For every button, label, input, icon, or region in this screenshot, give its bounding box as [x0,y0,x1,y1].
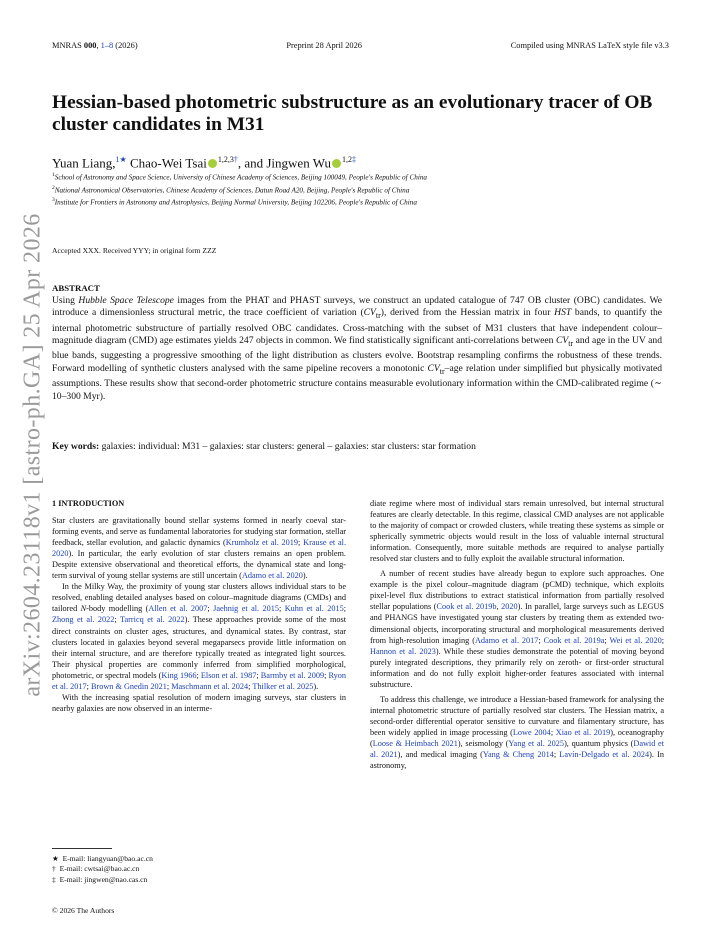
orcid-icon[interactable] [332,159,341,168]
citation-link[interactable]: Loose & Heimbach 2021 [372,738,458,748]
body-text: ). In particular, the early evolution of star clusters remains an open problem. Despite extensive observational and theoretical efforts, the dynamical state and long-term survival of young stellar systems are still uncertain ( [52,549,346,581]
citation-link[interactable]: Adamo et al. 2017 [474,635,539,645]
paragraph: To address this challenge, we introduce a Hessian-based framework for analysing the internal photometric structure of partially resolved star clusters. The Hessian matrix, a second-order differential operator sensitive to curvature and filamentary structure, has been widely applied in image processing (Lowe 2004; Xiao et al. 2019), oceanography (Loose & Heimbach 2021), seismology (Yang et al. 2025), quantum physics (Dawid et al. 2021), and medical imaging (Yang & Cheng 2014; Lavín-Delgado et al. 2024). In astronomy, [370,694,665,771]
citation-link[interactable]: Barmby et al. 2009 [260,670,325,680]
citation-link[interactable]: Cook et al. 2019a [543,635,605,645]
author-name: Yuan Liang, [52,155,116,171]
author-affil-marks: 1,2 [341,155,352,164]
citation-link[interactable]: Kuhn et al. 2015 [284,604,344,614]
footnote-item [52,854,346,864]
citation-link[interactable]: Tarricq et al. 2022 [120,615,185,625]
author-conjunction: , and [237,155,264,171]
body-text: ), quantum physics ( [564,738,634,748]
affiliation-text: School of Astronomy and Space Science, University of Chinese Academy of Sciences, Beijing 100049, People's Republic of China [54,173,428,182]
accepted-line: Accepted XXX. Received YYY; in original form ZZZ [52,246,217,255]
math-symbol: N [80,604,87,614]
paper-title: Hessian-based photometric substructure as an evolutionary tracer of OB cluster candidates in M31 [52,92,653,135]
right-column [370,498,664,771]
citation-link[interactable]: Yang & Cheng 2014 [482,750,554,760]
citation-link[interactable]: Yang et al. 2025 [508,738,565,748]
cv-subscript: tr [439,366,445,376]
citation-link[interactable]: Dawid et al. 2021 [370,738,665,760]
arxiv-sidebar [16,212,50,697]
abstract-emph: HST [554,307,572,319]
abstract-text: –age relation under simplified but physically motivated assumptions. These results show that second-order photometric structure contains measurable evolutionary information within the CMD-calibrated regime (∼ 10–300 Myr). [52,362,663,402]
journal-name: MNRAS [52,40,82,50]
citation-link[interactable]: Lavín-Delgado et al. 2024 [559,750,650,760]
citation-link[interactable]: Zhong et al. 2022 [52,615,115,625]
citation-link[interactable]: Krause et al. 2020 [52,538,347,559]
footnote-item [52,875,346,885]
body-text: ). These approaches provide some of the most direct constraints on cluster ages, structures, and dynamical states. By contrast, star clusters located in galaxies beyond several megaparsecs provide little information on their internal structure, and are therefore typically treated as integrated light sources. Their physical properties are commonly inferred from simplified morphological, photometric, or spectral models ( [52,615,347,680]
footnotes [52,854,346,885]
paragraph: A number of recent studies have already begun to explore such approaches. One example is the pixel colour–magnitude diagram (pCMD) technique, which exploits pixel-level flux distributions to extract statistical information from partially resolved stellar populations (Cook et al. 2019b, 2020). In parallel, large surveys such as LEGUS and PHANGS have investigated young star clusters by treating them as extended two-dimensional objects, incorporating structural and morphological measurements derived from high-resolution imaging (Adamo et al. 2017; Cook et al. 2019a; Wei et al. 2020; Hannon et al. 2023). While these studies demonstrate the potential of moving beyond purely integrated descriptions, they primarily rely on zeroth- or first-order structural information and do not fully exploit higher-order features associated with internal substructure. [370,569,665,689]
abstract-body [52,295,662,403]
citation-link[interactable]: Thilker et al. 2025 [252,681,314,691]
arxiv-identifier: arXiv:2604.23118v1 [astro-ph.GA] 25 Apr 2026 [19,212,46,697]
body-text: ). [313,681,319,691]
affiliation-number: 2 [52,184,55,191]
body-text: A number of recent studies have already begun to explore such approaches. One example is the pixel colour–magnitude diagram (pCMD) technique, which exploits pixel-level flux distributions to extract statistical information from partially resolved stellar populations ( [370,569,664,612]
footnote-mark: † [52,864,56,874]
citation-link[interactable]: Hannon et al. 2023 [370,646,436,656]
body-text: ). In parallel, large surveys such as LEGUS and PHANGS have investigated young star clusters by treating them as extended two-dimensional objects, incorporating structural and morphological measurements derived from high-resolution imaging ( [370,602,665,645]
footnote-mark: ★ [52,854,59,863]
body-text: In the Milky Way, the proximity of young star clusters allows individual stars to be resolved, enabling detailed analyses based on colour–magnitude diagrams (CMDs) and tailored [52,582,346,614]
affiliation-number: 3 [52,197,55,204]
paragraph: In the Milky Way, the proximity of young star clusters allows individual stars to be resolved, enabling detailed analyses based on colour–magnitude diagrams (CMDs) and tailored N-body modelling (Allen et al. 2007; Jaehnig et al. 2015; Kuhn et al. 2015; Zhong et al. 2022; Tarricq et al. 2022). These approaches provide some of the most direct constraints on cluster ages, structures, and dynamical states. By contrast, star clusters located in galaxies beyond several megaparsecs provide little information on their internal structure, and are therefore typically treated as integrated light sources. Their physical properties are commonly inferred from simplified morphological, photometric, or spectral models (King 1966; Elson et al. 1987; Barmby et al. 2009; Ryon et al. 2017; Brown & Gnedin 2021; Maschmann et al. 2024; Thilker et al. 2025). [52,582,347,691]
body-text: ). In astronomy, [370,750,664,771]
pages-link[interactable]: 1–8 [100,40,114,50]
author-name: Jingwen Wu [266,155,331,171]
keywords [52,441,662,452]
affiliation-item [52,183,672,196]
body-text: With the increasing spatial resolution of modern imaging surveys, star clusters in nearby galaxies are now observed in an interme- [52,692,346,713]
citation-link[interactable]: Cook et al. 2019b [436,602,497,612]
footnote-email: E-mail: liangyuan@bao.ac.cn [62,854,153,863]
footnote-item [52,864,346,874]
keywords-text: galaxies: individual: M31 – galaxies: star clusters: general – galaxies: star clusters: star formation [99,441,476,452]
abstract-emph: Hubble Space Telescope [78,295,174,306]
affiliation-text: Institute for Frontiers in Astronomy and Astrophysics, Beijing Normal University, Beijing 102206, People's Republic of China [54,198,417,207]
body-text: -body modelling ( [86,604,149,614]
running-header [52,38,669,52]
body-text: ), seismology ( [457,738,509,748]
affiliation-text: National Astronomical Observatories, Chinese Academy of Sciences, Datun Road A20, Beijing, People's Republic of China [54,185,410,194]
preprint-date: Preprint 28 April 2026 [286,40,362,50]
journal-year: (2026) [115,40,138,50]
footnote-rule [52,848,112,849]
cv-subscript: tr [375,311,381,321]
author-affil-marks: 1,2,3 [217,155,234,164]
body-text: diate regime where most of individual stars remain unresolved, but internal structural features are clearly detectable. In this regime, classical CMD analyses are not applicable to the majority of compact or crowded clusters, while treating these systems as simple or spherically symmetric objects would result in the loss of valuable internal structural information. Consequently, more suitable methods are required to analyse partially resolved star clusters and to fully exploit the available structural information. [370,499,664,564]
left-column [52,498,346,714]
affiliation-number: 1 [52,172,55,178]
author-footnote-link[interactable]: ‡ [351,155,356,164]
affiliation-list [52,170,672,208]
body-text: To address this challenge, we introduce a Hessian-based framework for analysing the internal photometric structure of partially resolved star clusters. The Hessian matrix, a second-order differential operator sensitive to curvature and filamentary structure, has been widely applied in image processing ( [370,694,664,737]
journal-volume: 000 [83,40,97,50]
author-affil-link[interactable]: 1★ [115,155,127,164]
compiled-note: Compiled using MNRAS LaTeX style file v3.3 [510,40,669,50]
footnote-email: E-mail: jingwen@nao.cas.cn [59,874,148,884]
citation-link[interactable]: 2020 [501,602,518,612]
author-footnote-link[interactable]: † [233,155,238,164]
citation-link[interactable]: Allen et al. 2007 [148,604,208,614]
cv-symbol: CV [555,335,569,347]
citation-link[interactable]: Krumholz et al. 2019 [225,538,299,548]
paragraph [52,515,346,581]
body-text: ), oceanography ( [370,727,664,748]
citation-link[interactable]: King 1966 [161,670,197,680]
copyright: © 2026 The Authors [52,906,115,915]
footnote-mark: ‡ [52,874,56,884]
citation-link[interactable]: Jaehnig et al. 2015 [213,604,279,614]
citation-link[interactable]: Brown & Gnedin 2021 [90,681,167,691]
orcid-icon[interactable] [208,159,217,168]
cv-subscript: tr [568,339,574,349]
citation-link[interactable]: Adamo et al. 2020 [241,571,303,581]
citation-link[interactable]: Wei et al. 2020 [609,635,662,645]
section-heading: 1 INTRODUCTION [52,499,125,508]
citation-link[interactable]: Xiao et al. 2019 [555,727,611,737]
abstract-text: images from the PHAT and PHAST surveys, we construct an updated catalogue of 747 OB cluster (OBC) candidates. We introduce a dimensionless structural metric, the trace coefficient of variation ( [52,295,663,319]
abstract-text: Using [52,295,79,306]
author-name: Chao-Wei Tsai [129,155,207,171]
footnote-email: E-mail: cwtsai@bao.ac.cn [59,864,140,874]
citation-link[interactable]: Lowe 2004 [512,727,551,737]
cv-symbol: CV [363,307,376,319]
citation-link[interactable]: Maschmann et al. 2024 [171,681,249,691]
keywords-label: Key words: [52,441,100,452]
body-text: Star clusters are gravitationally bound stellar systems formed in nearly coeval star-forming events, and serve as fundamental laboratories for studying star formation, stellar feedback, stellar evolution, and galactic dynamics ( [52,516,346,548]
affiliation-item [52,170,672,183]
paragraph [52,692,346,714]
author-list [52,152,662,171]
citation-link[interactable]: Elson et al. 1987 [200,670,257,680]
affiliation-item [52,195,672,208]
body-text: ), and medical imaging ( [397,750,483,760]
abstract-text: and age in the UV and blue bands, suggesting a progressive smoothing of the light distribution as clusters evolve. Bootstrap resampling confirms the robustness of these trends. Forward modelling of synthetic clusters analysed with the same pipeline recovers a monotonic [52,335,662,374]
body-text: ). While these studies demonstrate the potential of moving beyond purely integrated descriptions, they primarily rely on zeroth- or first-order structural information and do not fully exploit higher-order features associated with internal substructure. [370,646,664,689]
abstract-text: bands, to quantify the internal photometric substructure of partially resolved OBC candidates. Cross-matching with the subset of M31 clusters that have independent colour–magnitude diagram (CMD) age estimates yields 247 objects in common. We find statistically significant anti-correlations between [52,307,663,347]
abstract-text: ), derived from the Hessian matrix in four [380,307,555,319]
abstract-heading: ABSTRACT [52,283,100,293]
cv-symbol: CV [427,362,440,374]
body-text: ; [298,538,304,548]
journal-citation: MNRAS 000, 1–8 (2026) [52,40,138,50]
body-text: ). [302,571,308,581]
citation-link[interactable]: Ryon et al. 2017 [52,670,347,691]
paragraph [370,498,664,564]
